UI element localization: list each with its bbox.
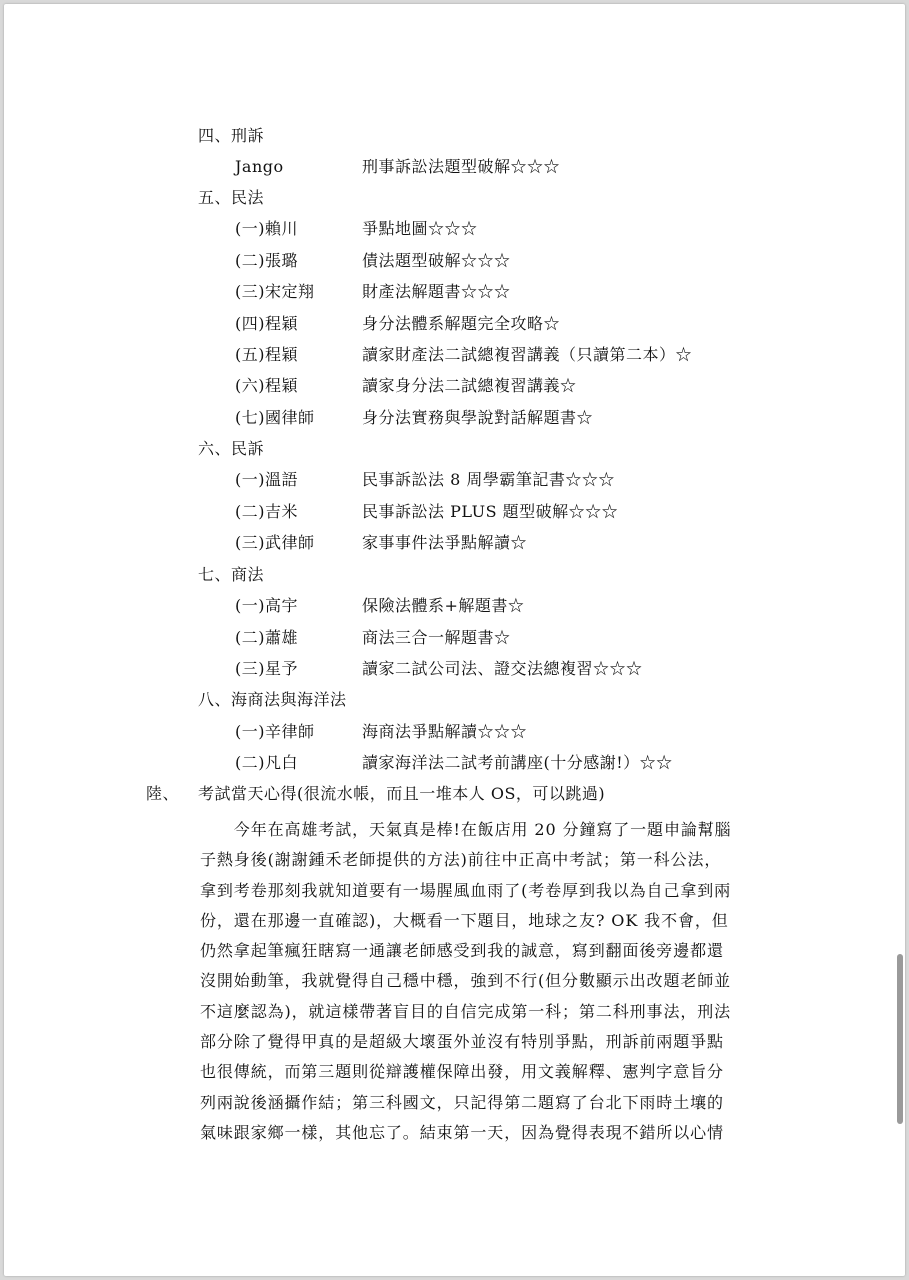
author-label: (一)溫語 — [235, 470, 298, 489]
paragraph-line: 部分除了覺得甲真的是超級大壞蛋外並沒有特別爭點，刑訴前兩題爭點 — [200, 1032, 724, 1052]
paragraph-line: 份，還在那邊一直確認)，大概看一下題目，地球之友? OK 我不會，但 — [200, 910, 729, 930]
paragraph-line: 仍然拿起筆瘋狂瞎寫一通讓老師感受到我的誠意，寫到翻面後旁邊都還 — [200, 941, 724, 961]
section-heading-civil-law: 五、民法 — [198, 188, 265, 207]
book-title: 讀家財產法二試總複習講義（只讀第二本）☆ — [362, 345, 693, 364]
paragraph-line: 今年在高雄考試，天氣真是棒!在飯店用 20 分鐘寫了一題申論幫腦 — [200, 820, 732, 839]
book-title: 海商法爭點解讀☆☆☆ — [362, 722, 528, 741]
author-label: (七)國律師 — [235, 408, 315, 427]
author-label: (三)武律師 — [235, 533, 315, 552]
book-title: 家事事件法爭點解讀☆ — [362, 533, 528, 552]
book-title: 民事訴訟法 8 周學霸筆記書☆☆☆ — [362, 470, 615, 489]
book-title: 財產法解題書☆☆☆ — [362, 282, 511, 301]
chapter-number: 陸、 — [146, 784, 180, 803]
author-label: (六)程穎 — [235, 376, 298, 395]
book-title: 債法題型破解☆☆☆ — [362, 251, 511, 270]
book-title: 爭點地圖☆☆☆ — [362, 219, 478, 238]
book-title: 讀家海洋法二試考前講座(十分感謝!）☆☆ — [362, 753, 673, 772]
author-label: (一)賴川 — [235, 219, 298, 238]
section-heading-criminal-procedure: 四、刑訴 — [198, 126, 265, 145]
paragraph-line: 氣味跟家鄉一樣，其他忘了。結束第一天，因為覺得表現不錯所以心情 — [200, 1122, 724, 1142]
paragraph-line: 列兩說後涵攝作結；第三科國文，只記得第二題寫了台北下雨時土壤的 — [200, 1092, 724, 1112]
author-label: (四)程穎 — [235, 314, 298, 333]
author-label: (一)高宇 — [235, 596, 298, 615]
book-title: 刑事訴訟法題型破解☆☆☆ — [362, 157, 561, 176]
chapter-title: 考試當天心得(很流水帳，而且一堆本人 OS，可以跳過) — [198, 784, 606, 803]
author-label: (二)蕭雄 — [235, 628, 298, 647]
section-heading-maritime-law: 八、海商法與海洋法 — [198, 690, 347, 709]
document-page — [4, 4, 905, 1276]
section-heading-civil-procedure: 六、民訴 — [198, 439, 265, 458]
book-title: 讀家二試公司法、證交法總複習☆☆☆ — [362, 659, 643, 678]
book-title: 讀家身分法二試總複習講義☆ — [362, 376, 577, 395]
author-label: (三)星予 — [235, 659, 298, 678]
book-title: 身分法體系解題完全攻略☆ — [362, 314, 561, 333]
paragraph-line: 也很傳統，而第三題則從辯護權保障出發，用文義解釋、憲判字意旨分 — [200, 1062, 724, 1082]
book-title: 民事訴訟法 PLUS 題型破解☆☆☆ — [362, 502, 619, 521]
body-paragraph — [200, 815, 780, 1148]
paragraph-line: 沒開始動筆，我就覺得自己穩中穩，強到不行(但分數顯示出改題老師並 — [200, 971, 732, 991]
vertical-scrollbar[interactable] — [897, 954, 903, 1124]
book-title: 身分法實務與學說對話解題書☆ — [362, 408, 594, 427]
author-label: (二)凡白 — [235, 753, 298, 772]
author-label: (二)吉米 — [235, 502, 298, 521]
author-label: (五)程穎 — [235, 345, 298, 364]
author-label: (一)辛律師 — [235, 722, 315, 741]
paragraph-line: 子熱身後(謝謝鍾禾老師提供的方法)前往中正高中考試；第一科公法， — [200, 850, 722, 870]
paragraph-line: 拿到考卷那刻我就知道要有一場腥風血雨了(考卷厚到我以為自己拿到兩 — [200, 880, 732, 900]
author-label: (二)張璐 — [235, 251, 298, 270]
book-title: 商法三合一解題書☆ — [362, 628, 511, 647]
paragraph-line: 不這麼認為)，就這樣帶著盲目的自信完成第一科；第二科刑事法，刑法 — [200, 1001, 732, 1021]
section-heading-commercial-law: 七、商法 — [198, 565, 265, 584]
book-title: 保險法體系+解題書☆ — [362, 596, 525, 615]
author-label: Jango — [235, 157, 284, 176]
author-label: (三)宋定翔 — [235, 282, 315, 301]
